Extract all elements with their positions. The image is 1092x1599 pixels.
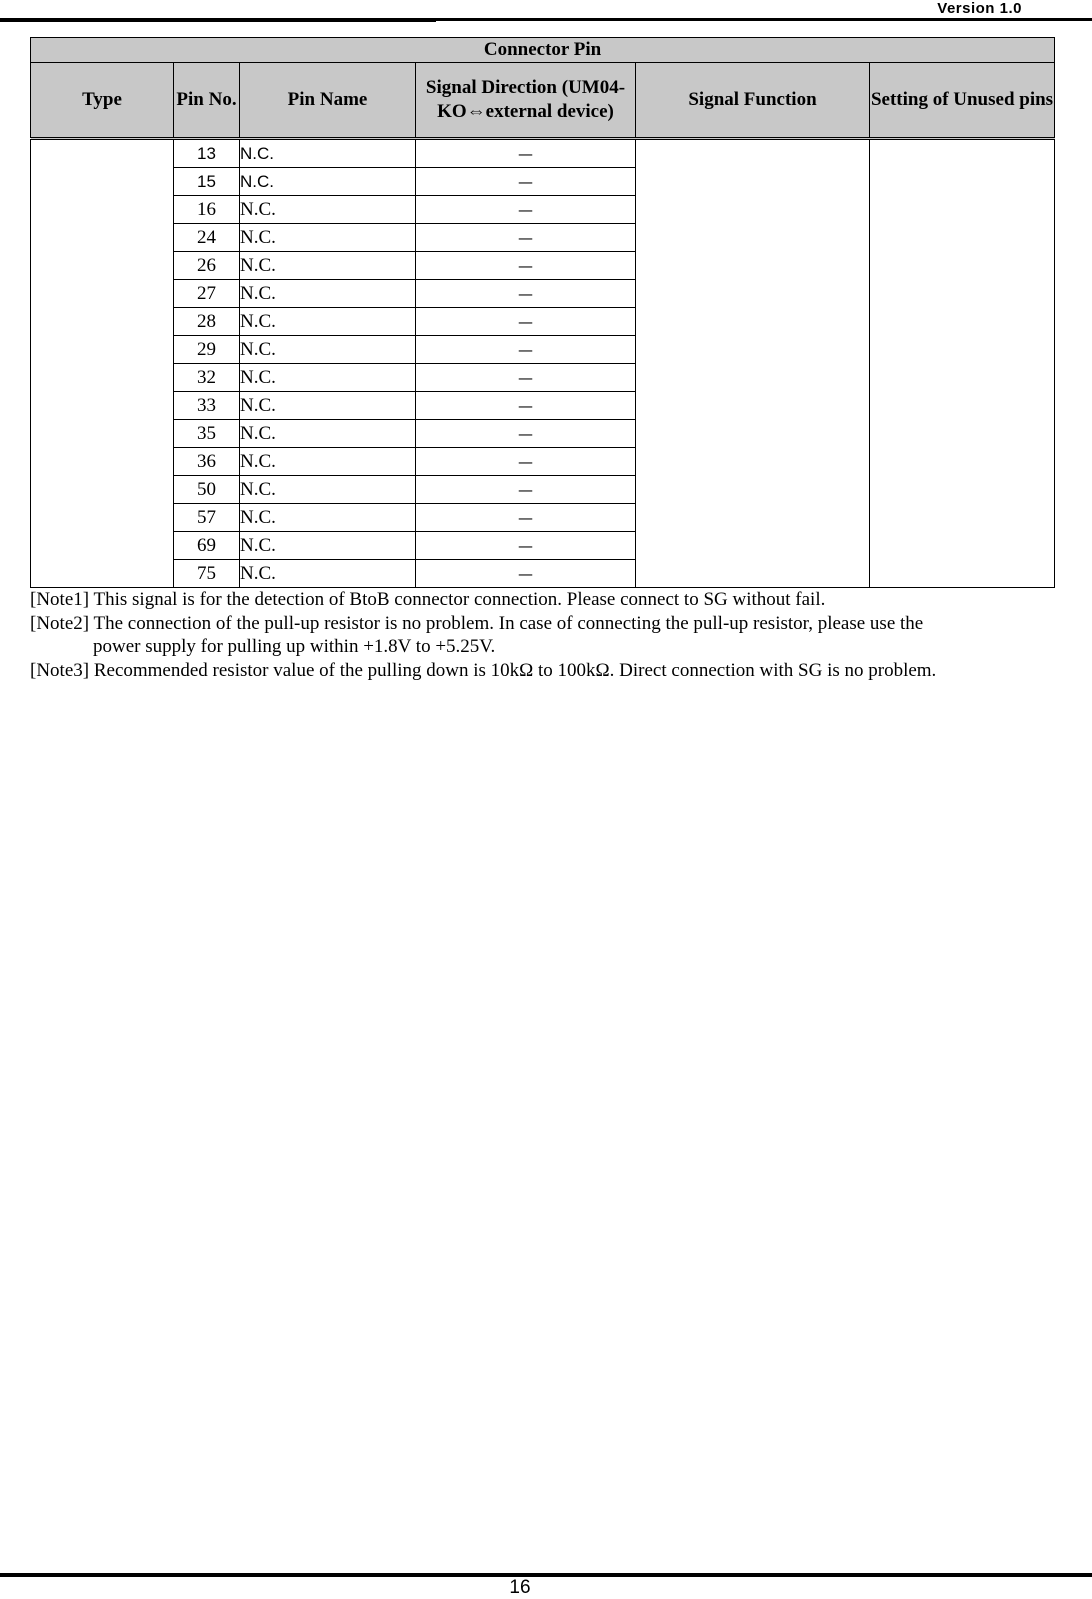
pin-name-cell: N.C. (240, 420, 416, 448)
pin-number-cell: 15 (174, 168, 240, 196)
pin-number-cell: 24 (174, 224, 240, 252)
pin-number-cell: 16 (174, 196, 240, 224)
signal-direction-cell: — (416, 448, 636, 476)
connector-pin-table (30, 37, 1055, 588)
signal-direction-cell: — (416, 392, 636, 420)
page-content (30, 37, 1054, 682)
page-number: 16 (509, 1577, 531, 1598)
pin-name-cell: N.C. (240, 168, 416, 196)
version-label: Version 1.0 (937, 0, 1022, 17)
col-header-unused-setting: Setting of Unused pins (870, 63, 1055, 139)
pin-number-cell: 50 (174, 476, 240, 504)
pin-number-cell: 57 (174, 504, 240, 532)
signal-direction-cell: — (416, 476, 636, 504)
pin-number-cell: 35 (174, 420, 240, 448)
signal-direction-cell: — (416, 280, 636, 308)
pin-name-cell: N.C. (240, 364, 416, 392)
pin-name-cell: N.C. (240, 476, 416, 504)
pin-number-cell: 33 (174, 392, 240, 420)
pin-name-cell: N.C. (240, 252, 416, 280)
signal-direction-cell: — (416, 168, 636, 196)
header-rule (0, 18, 436, 22)
signal-direction-cell: — (416, 196, 636, 224)
signal-direction-cell: — (416, 364, 636, 392)
pin-number-cell: 27 (174, 280, 240, 308)
signal-direction-cell: — (416, 504, 636, 532)
notes (30, 588, 1054, 682)
note-3: [Note3] Recommended resistor value of the pulling down is 10kΩ to 100kΩ. Direct connection with SG is no problem. (30, 659, 937, 681)
pin-number-cell: 29 (174, 336, 240, 364)
signal-direction-cell: — (416, 308, 636, 336)
pin-number-cell: 69 (174, 532, 240, 560)
pin-number-cell: 28 (174, 308, 240, 336)
table-title: Connector Pin (31, 38, 1055, 63)
col-header-signal-function: Signal Function (636, 63, 870, 139)
pin-name-cell: N.C. (240, 139, 416, 168)
signal-function-cell (636, 139, 870, 588)
pin-number-cell: 13 (174, 139, 240, 168)
col-header-signal-direction: Signal Direction (UM04-KO⇔external device) (416, 63, 636, 139)
note-2-continued: power supply for pulling up within +1.8V to +5.25V. (93, 636, 496, 657)
pin-number-cell: 75 (174, 560, 240, 588)
pin-name-cell: N.C. (240, 336, 416, 364)
pin-name-cell: N.C. (240, 392, 416, 420)
signal-direction-cell: — (416, 252, 636, 280)
signal-direction-cell: — (416, 532, 636, 560)
signal-direction-cell: — (416, 560, 636, 588)
pin-rows (31, 139, 1055, 588)
table-row (31, 139, 1055, 168)
pin-number-cell: 32 (174, 364, 240, 392)
note-1: [Note1] This signal is for the detection of BtoB connector connection. Please connect to SG without fail. (30, 589, 826, 610)
pin-number-cell: 36 (174, 448, 240, 476)
signal-direction-cell: — (416, 139, 636, 168)
pin-name-cell: N.C. (240, 504, 416, 532)
pin-name-cell: N.C. (240, 280, 416, 308)
col-header-pin-no: Pin No. (174, 63, 240, 139)
pin-name-cell: N.C. (240, 196, 416, 224)
col-header-pin-name: Pin Name (240, 63, 416, 139)
type-cell (31, 139, 174, 588)
pin-name-cell: N.C. (240, 448, 416, 476)
pin-number-cell: 26 (174, 252, 240, 280)
pin-name-cell: N.C. (240, 560, 416, 588)
unused-setting-cell (870, 139, 1055, 588)
signal-direction-cell: — (416, 420, 636, 448)
pin-name-cell: N.C. (240, 308, 416, 336)
signal-direction-cell: — (416, 336, 636, 364)
header-rule-thin (436, 18, 1092, 21)
signal-direction-cell: — (416, 224, 636, 252)
pin-name-cell: N.C. (240, 532, 416, 560)
col-header-type: Type (31, 63, 174, 139)
pin-name-cell: N.C. (240, 224, 416, 252)
note-2: [Note2] The connection of the pull-up resistor is no problem. In case of connecting the pull-up resistor, please use the (30, 612, 924, 634)
